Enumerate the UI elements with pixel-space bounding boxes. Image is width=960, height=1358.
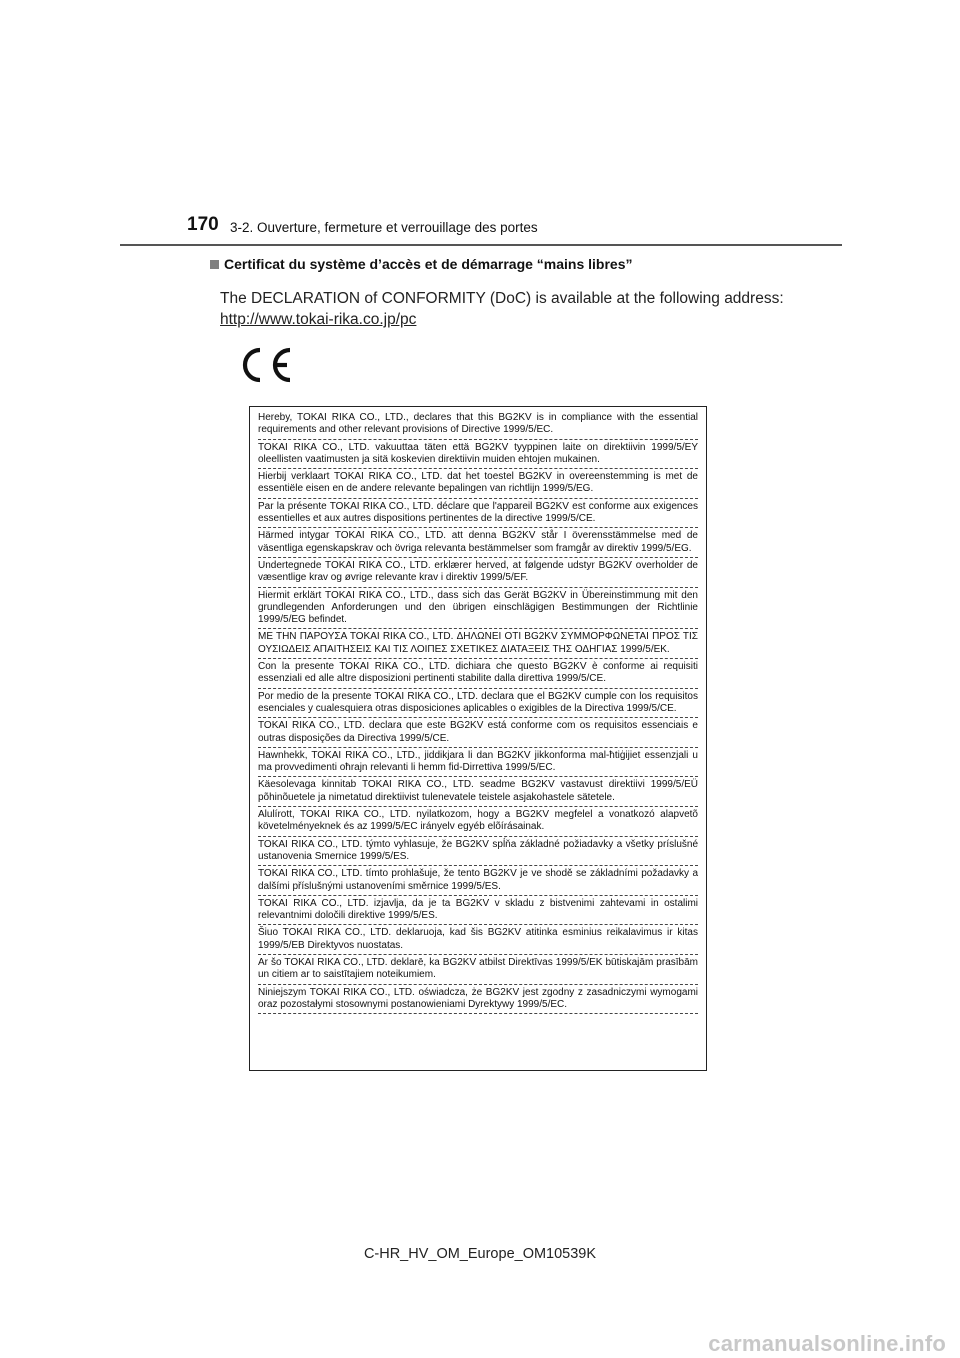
declaration-polish: Niniejszym TOKAI RIKA CO., LTD. oświadcza, że BG2KV jest zgodny z zasadniczymi wymogami oraz pozostałymi stosownymi postanowieniami Dyrektywy 1999/5/EC. [258,985,698,1015]
declaration-danish: Undertegnede TOKAI RIKA CO., LTD. erklærer herved, at følgende udstyr BG2KV overholder de væsentlige krav og øvrige relevante krav i direktiv 1999/5/EF. [258,558,698,588]
declarations-box [249,406,707,1071]
declaration-portuguese: TOKAI RIKA CO., LTD. declara que este BG2KV está conforme com os requisitos essenciais e outras disposições da Directiva 1999/5/CE. [258,718,698,748]
section-title: 3-2. Ouverture, fermeture et verrouillage des portes [230,220,538,235]
watermark-logo: carmanualsonline.info [708,1331,946,1356]
conformity-url-link[interactable]: http://www.tokai-rika.co.jp/pc [220,311,417,328]
conformity-statement: The DECLARATION of CONFORMITY (DoC) is available at the following address: [220,290,784,307]
declaration-greek: ΜΕ ΤΗΝ ΠΑΡΟΥΣΑ TOKAI RIKA CO., LTD. ΔΗΛΩΝΕΙ ΟΤΙ BG2KV ΣΥΜΜΟΡΦΩΝΕΤΑΙ ΠΡΟΣ ΤΙΣ ΟΥΣΙΩΔΕΙΣ ΑΠΑΙΤΗΣΕΙΣ ΚΑΙ ΤΙΣ ΛΟΙΠΕΣ ΣΧΕΤΙΚΕΣ ΔΙΑΤΑΞΕΙΣ ΤΗΣ ΟΔΗΓΙΑΣ 1999/5/ΕΚ. [258,629,698,659]
page-number: 170 [187,214,219,235]
declaration-czech: TOKAI RIKA CO., LTD. tímto prohlašuje, že tento BG2KV je ve shodě se základními požadavky a dalšími příslušnými ustanoveními směrnice 1999/5/ES. [258,866,698,896]
declaration-hungarian: Alulírott, TOKAI RIKA CO., LTD. nyilatkozom, hogy a BG2KV megfelel a vonatkozó alapvetõ követelményeknek és az 1999/5/EC irányelv egyéb elõírásainak. [258,807,698,837]
declaration-english: Hereby, TOKAI RIKA CO., LTD., declares that this BG2KV is in compliance with the essential requirements and other relevant provisions of Directive 1999/5/EC. [258,410,698,440]
declaration-lithuanian: Šiuo TOKAI RIKA CO., LTD. deklaruoja, kad šis BG2KV atitinka esminius reikalavimus ir kitas 1999/5/EB Direktyvos nuostatas. [258,925,698,955]
declaration-italian: Con la presente TOKAI RIKA CO., LTD. dichiara che questo BG2KV è conforme ai requisiti essenziali ed alle altre disposizioni pertinenti stabilite dalla direttiva 1999/5/CE. [258,659,698,689]
declaration-slovak: TOKAI RIKA CO., LTD. týmto vyhlasuje, že BG2KV spĺňa základné požiadavky a všetky príslušné ustanovenia Smernice 1999/5/ES. [258,837,698,867]
manual-id: C-HR_HV_OM_Europe_OM10539K [363,1246,597,1262]
ce-mark-icon [238,345,294,385]
declaration-latvian: Ar šo TOKAI RIKA CO., LTD. deklarē, ka BG2KV atbilst Direktīvas 1999/5/EK būtiskajām prasībām un citiem ar to saistītajiem noteikumiem. [258,955,698,985]
declaration-maltese: Hawnhekk, TOKAI RIKA CO., LTD., jiddikjara li dan BG2KV jikkonforma mal-ħtiġijiet essenzjali u ma provvedimenti oħrajn relevanti li hemm fid-Dirrettiva 1999/5/EC. [258,748,698,778]
declaration-french: Par la présente TOKAI RIKA CO., LTD. déclare que l'appareil BG2KV est conforme aux exigences essentielles et aux autres dispositions pertinentes de la directive 1999/5/CE. [258,499,698,529]
declaration-dutch: Hierbij verklaart TOKAI RIKA CO., LTD. dat het toestel BG2KV in overeenstemming is met de essentiële eisen en de andere relevante bepalingen van richtlijn 1999/5/EG. [258,469,698,499]
subsection-heading [210,256,633,272]
declaration-swedish: Härmed intygar TOKAI RIKA CO., LTD. att denna BG2KV står I överensstämmelse med de väsentliga egenskapskrav och övriga relevanta bestämmelser som framgår av direktiv 1999/5/EG. [258,528,698,558]
declaration-finnish: TOKAI RIKA CO., LTD. vakuuttaa täten että BG2KV tyyppinen laite on direktiivin 1999/5/EY oleellisten vaatimusten ja sitä koskevien direktiivin muiden ehtojen mukainen. [258,440,698,470]
declaration-slovenian: TOKAI RIKA CO., LTD. izjavlja, da je ta BG2KV v skladu z bistvenimi zahtevami in ostalimi relevantnimi določili direktive 1999/5/ES. [258,896,698,926]
declaration-spanish: Por medio de la presente TOKAI RIKA CO., LTD. declara que el BG2KV cumple con los requisitos esenciales y cualesquiera otras disposiciones aplicables o exigibles de la Directiva 1999/5/CE. [258,689,698,719]
declaration-german: Hiermit erklärt TOKAI RIKA CO., LTD., dass sich das Gerät BG2KV in Übereinstimmung mit den grundlegenden Anforderungen und den übrigen einschlägigen Bestimmungen der Richtlinie 1999/5/EG befindet. [258,588,698,630]
header-divider [120,244,842,246]
subsection-title: Certificat du système d’accès et de démarrage “mains libres” [224,256,633,272]
square-bullet-icon [210,260,219,269]
declaration-estonian: Käesolevaga kinnitab TOKAI RIKA CO., LTD. seadme BG2KV vastavust direktiivi 1999/5/EÜ põhinõuetele ja nimetatud direktiivist tulenevatele teistele asjakohastele sätetele. [258,777,698,807]
